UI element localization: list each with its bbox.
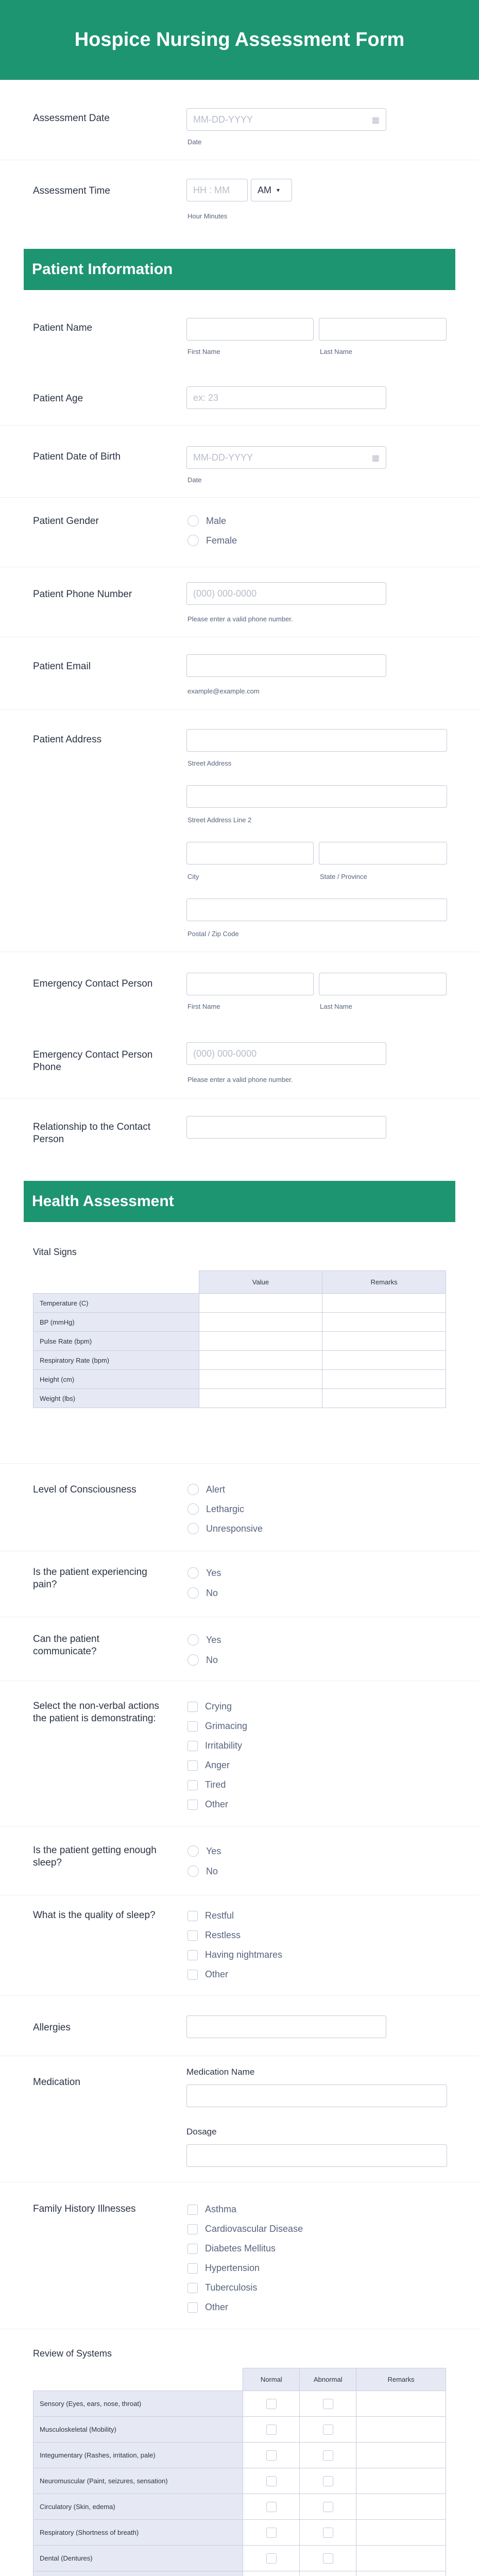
assessment-date-sublabel: Date <box>187 138 202 146</box>
patient-last-name-input[interactable] <box>319 318 447 341</box>
radio-button[interactable] <box>187 535 199 546</box>
assessment-time-sublabel: Hour Minutes <box>187 212 228 220</box>
abnormal-checkbox[interactable] <box>323 2399 333 2409</box>
table-row: Neuromuscular (Paint, seizures, sensation) <box>33 2468 446 2494</box>
nonverbal-label-2: the patient is demonstrating: <box>33 1713 156 1724</box>
phone-sublabel: Please enter a valid phone number. <box>187 615 293 623</box>
sleep-quality-option[interactable]: Other <box>187 1969 228 1980</box>
patient-address-label: Patient Address <box>33 734 102 745</box>
normal-checkbox[interactable] <box>266 2528 277 2538</box>
normal-checkbox[interactable] <box>266 2476 277 2486</box>
patient-email-label: Patient Email <box>33 661 91 672</box>
column-header: Normal <box>243 2368 300 2391</box>
value-cell[interactable] <box>199 1313 322 1332</box>
abnormal-checkbox[interactable] <box>323 2528 333 2538</box>
abnormal-checkbox[interactable] <box>323 2425 333 2435</box>
table-row: Circulatory (Skin, edema) <box>33 2494 446 2520</box>
normal-checkbox[interactable] <box>266 2425 277 2435</box>
table-row: BP (mmHg) <box>33 1313 446 1332</box>
chevron-down-icon: ▾ <box>277 187 280 194</box>
table-row: Respiratory Rate (bpm) <box>33 1351 446 1370</box>
value-cell[interactable] <box>199 1389 322 1408</box>
communicate-label: Can the patient <box>33 1634 99 1645</box>
patient-information-section: Patient Information <box>24 249 455 290</box>
consciousness-option[interactable]: Alert <box>187 1484 225 1495</box>
review-of-systems-label: Review of Systems <box>33 2348 112 2359</box>
nonverbal-option[interactable]: Other <box>187 1799 228 1810</box>
table-row <box>33 2571 446 2576</box>
table-row: Sensory (Eyes, ears, nose, throat) <box>33 2391 446 2417</box>
column-header: Remarks <box>322 1271 446 1294</box>
family-history-option[interactable]: Other <box>187 2302 228 2313</box>
remarks-cell[interactable] <box>356 2520 446 2546</box>
abnormal-checkbox[interactable] <box>323 2553 333 2564</box>
sleep-label: Is the patient getting enough <box>33 1845 157 1856</box>
assessment-time-label: Assessment Time <box>33 185 110 196</box>
column-header: Abnormal <box>300 2368 356 2391</box>
patient-email-input[interactable] <box>186 654 386 677</box>
form-header <box>0 0 479 80</box>
value-cell[interactable] <box>199 1294 322 1313</box>
normal-checkbox[interactable] <box>266 2502 277 2512</box>
allergies-input[interactable] <box>186 2015 386 2038</box>
consciousness-option[interactable]: Lethargic <box>187 1503 244 1515</box>
calendar-icon[interactable]: ▦ <box>371 116 380 125</box>
sleep-option-yes[interactable]: Yes <box>187 1845 221 1857</box>
family-history-label: Family History Illnesses <box>33 2204 136 2214</box>
street-sublabel: Street Address <box>187 759 232 767</box>
value-cell[interactable] <box>199 1332 322 1351</box>
emergency-last-name-input[interactable] <box>319 973 447 995</box>
postal-input[interactable] <box>186 899 447 921</box>
first-name-sublabel: First Name <box>187 348 220 355</box>
communicate-label-2: communicate? <box>33 1646 97 1657</box>
table-row: Dental (Dentures) <box>33 2546 446 2571</box>
allergies-label: Allergies <box>33 2022 71 2033</box>
remarks-cell[interactable] <box>356 2494 446 2520</box>
emergency-contact-label: Emergency Contact Person <box>33 978 153 989</box>
sleep-label-2: sleep? <box>33 1857 62 1868</box>
patient-phone-input[interactable]: (000) 000-0000 <box>186 582 386 605</box>
remarks-cell[interactable] <box>322 1313 446 1332</box>
emergency-phone-input[interactable]: (000) 000-0000 <box>186 1042 386 1065</box>
assessment-date-input[interactable]: MM-DD-YYYY ▦ <box>186 108 386 131</box>
consciousness-label: Level of Consciousness <box>33 1484 136 1495</box>
first-name-sublabel: First Name <box>187 1003 220 1010</box>
emergency-phone-label-2: Phone <box>33 1062 61 1073</box>
medication-label: Medication <box>33 2077 80 2088</box>
patient-age-label: Patient Age <box>33 393 83 404</box>
health-assessment-section: Health Assessment <box>24 1181 455 1222</box>
family-history-option[interactable]: Tuberculosis <box>187 2282 257 2293</box>
emergency-first-name-input[interactable] <box>186 973 314 995</box>
nonverbal-label: Select the non-verbal actions <box>33 1701 160 1711</box>
patient-name-label: Patient Name <box>33 323 93 333</box>
relationship-label-2: Person <box>33 1134 64 1145</box>
nonverbal-option[interactable]: Anger <box>187 1760 230 1771</box>
communicate-option-no[interactable]: No <box>187 1654 218 1666</box>
radio-button[interactable] <box>187 515 199 527</box>
nonverbal-option[interactable]: Irritability <box>187 1740 242 1751</box>
patient-age-input[interactable]: ex: 23 <box>186 386 386 409</box>
value-cell[interactable] <box>199 1370 322 1389</box>
last-name-sublabel: Last Name <box>320 348 352 355</box>
street2-sublabel: Street Address Line 2 <box>187 816 252 824</box>
remarks-cell[interactable] <box>356 2443 446 2468</box>
remarks-cell[interactable] <box>356 2571 446 2576</box>
postal-sublabel: Postal / Zip Code <box>187 930 239 938</box>
dosage-input[interactable] <box>186 2144 447 2167</box>
pain-option-no[interactable]: No <box>187 1587 218 1599</box>
vital-signs-label: Vital Signs <box>33 1247 77 1257</box>
sleep-quality-option[interactable]: Having nightmares <box>187 1950 282 1960</box>
dob-sublabel: Date <box>187 476 202 484</box>
medication-name-input[interactable] <box>186 2084 447 2107</box>
table-row: Respiratory (Shortness of breath) <box>33 2520 446 2546</box>
family-history-option[interactable]: Cardiovascular Disease <box>187 2224 303 2234</box>
gender-option-male[interactable]: Male <box>187 515 226 527</box>
nonverbal-option[interactable]: Tired <box>187 1780 226 1790</box>
patient-first-name-input[interactable] <box>186 318 314 341</box>
ampm-select[interactable]: AM ▾ <box>251 179 292 201</box>
state-input[interactable] <box>319 842 447 865</box>
column-header: Remarks <box>356 2368 446 2391</box>
nonverbal-option[interactable]: Crying <box>187 1701 232 1712</box>
assessment-time-input[interactable]: HH : MM <box>186 179 248 201</box>
remarks-cell[interactable] <box>322 1332 446 1351</box>
remarks-cell[interactable] <box>356 2546 446 2571</box>
communicate-option-yes[interactable]: Yes <box>187 1634 221 1646</box>
patient-gender-label: Patient Gender <box>33 516 99 527</box>
city-input[interactable] <box>186 842 314 865</box>
sleep-quality-option[interactable]: Restful <box>187 1910 234 1921</box>
abnormal-checkbox[interactable] <box>323 2450 333 2461</box>
vital-signs-table <box>33 1270 446 1408</box>
medication-name-label: Medication Name <box>186 2067 255 2077</box>
pain-option-yes[interactable]: Yes <box>187 1567 221 1579</box>
normal-checkbox[interactable] <box>266 2399 277 2409</box>
relationship-input[interactable] <box>186 1116 386 1139</box>
pain-label-2: pain? <box>33 1579 57 1590</box>
nonverbal-option[interactable]: Grimacing <box>187 1721 247 1732</box>
form-title: Hospice Nursing Assessment Form <box>74 29 405 50</box>
family-history-option[interactable]: Hypertension <box>187 2263 260 2274</box>
remarks-cell[interactable] <box>322 1294 446 1313</box>
emergency-phone-sublabel: Please enter a valid phone number. <box>187 1076 293 1083</box>
abnormal-checkbox[interactable] <box>323 2502 333 2512</box>
column-header: Value <box>199 1271 322 1294</box>
family-history-option[interactable]: Diabetes Mellitus <box>187 2243 276 2254</box>
sleep-quality-option[interactable]: Restless <box>187 1930 241 1941</box>
remarks-cell[interactable] <box>356 2417 446 2443</box>
street-address-2-input[interactable] <box>186 785 447 808</box>
value-cell[interactable] <box>199 1351 322 1370</box>
sleep-option-no[interactable]: No <box>187 1866 218 1877</box>
pain-label: Is the patient experiencing <box>33 1567 147 1578</box>
gender-option-female[interactable]: Female <box>187 535 237 546</box>
last-name-sublabel: Last Name <box>320 1003 352 1010</box>
sleep-quality-label: What is the quality of sleep? <box>33 1910 156 1921</box>
patient-dob-input[interactable]: MM-DD-YYYY ▦ <box>186 446 386 469</box>
normal-checkbox[interactable] <box>266 2553 277 2564</box>
table-row: Weight (lbs) <box>33 1389 446 1408</box>
emergency-phone-label: Emergency Contact Person <box>33 1049 153 1060</box>
table-row: Pulse Rate (bpm) <box>33 1332 446 1351</box>
dosage-label: Dosage <box>186 2127 217 2137</box>
family-history-option[interactable]: Asthma <box>187 2204 236 2215</box>
normal-checkbox[interactable] <box>266 2450 277 2461</box>
table-row: Integumentary (Rashes, irritation, pale) <box>33 2443 446 2468</box>
assessment-date-label: Assessment Date <box>33 113 110 124</box>
remarks-cell[interactable] <box>322 1351 446 1370</box>
street-address-input[interactable] <box>186 729 447 752</box>
review-of-systems-table <box>33 2368 446 2576</box>
table-row: Temperature (C) <box>33 1294 446 1313</box>
remarks-cell[interactable] <box>356 2468 446 2494</box>
remarks-cell[interactable] <box>322 1370 446 1389</box>
state-sublabel: State / Province <box>320 873 367 880</box>
city-sublabel: City <box>187 873 199 880</box>
remarks-cell[interactable] <box>322 1389 446 1408</box>
table-row: Height (cm) <box>33 1370 446 1389</box>
consciousness-option[interactable]: Unresponsive <box>187 1523 263 1534</box>
patient-phone-label: Patient Phone Number <box>33 589 132 600</box>
relationship-label: Relationship to the Contact <box>33 1122 151 1132</box>
email-sublabel: example@example.com <box>187 687 260 695</box>
calendar-icon[interactable]: ▦ <box>371 454 380 463</box>
remarks-cell[interactable] <box>356 2391 446 2417</box>
table-row: Musculoskeletal (Mobility) <box>33 2417 446 2443</box>
patient-dob-label: Patient Date of Birth <box>33 451 121 462</box>
abnormal-checkbox[interactable] <box>323 2476 333 2486</box>
